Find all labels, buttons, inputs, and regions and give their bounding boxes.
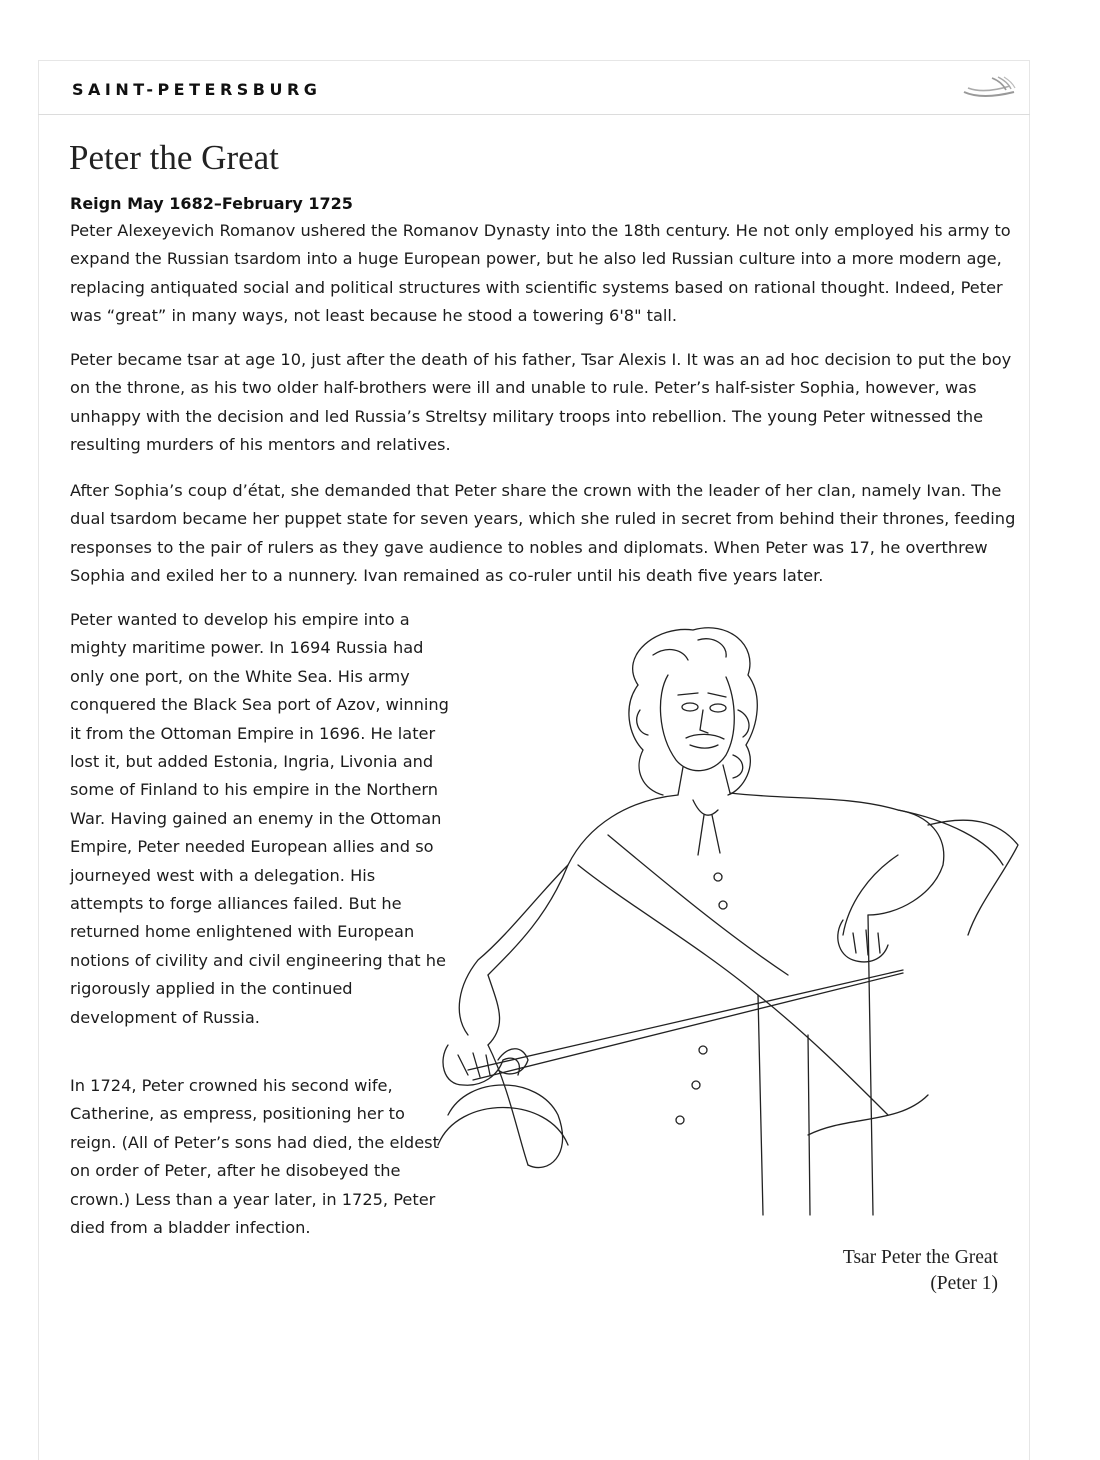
reign-heading: Reign May 1682–February 1725	[70, 194, 353, 213]
caption-line-1: Tsar Peter the Great	[842, 1247, 998, 1268]
paragraph-intro: Peter Alexeyevich Romanov ushered the Romanov Dynasty into the 18th century. He not only employed his army to expand the Russian tsardom into a huge European power, but he also led Russian culture into a more modern age, replacing antiquated social and political structures with scientific systems based on rational thought. Indeed, Peter was “great” in many ways, not least because he stood a towering 6'8" tall.	[70, 221, 1011, 326]
paragraph-maritime: Peter wanted to develop his empire into a mighty maritime power. In 1694 Russia had only one port, on the White Sea. His army conquered the Black Sea port of Azov, winning it from the Ottoman Empire in 1696. He later lost it, but added Estonia, Ingria, Livonia and some of Finland to his empire in the Northern War. Having gained an enemy in the Ottoman Empire, Peter needed European allies and so journeyed west with a delegation. His attempts to forge alliances failed. But he returned home enlightened with European notions of civility and civil engineering that he rigorously applied in the continued development of Russia.	[70, 610, 449, 1027]
paragraph-early-reign: Peter became tsar at age 10, just after the death of his father, Tsar Alexis I. It was an ad hoc decision to put the boy on the throne, as his two older half-brothers were ill and unable to rule. Peter’s half-sister Sophia, however, was unhappy with the decision and led Russia’s Streltsy military troops into rebellion. The young Peter witnessed the resulting murders of his mentors and relatives.	[70, 350, 1012, 455]
paragraph-sophia-coup: After Sophia’s coup d’état, she demanded that Peter share the crown with the leader of her clan, namely Ivan. The dual tsardom became her puppet state for seven years, which she ruled in secret from behind their thrones, feeding responses to the pair of rulers as they gave audience to nobles and diplomats. When Peter was 17, he overthrew Sophia and exiled her to a nunnery. Ivan remained as co-ruler until his death five years later.	[70, 481, 1016, 586]
page-title: Peter the Great	[69, 138, 279, 177]
paragraph-catherine: In 1724, Peter crowned his second wife, Catherine, as empress, positioning her to reign. (All of Peter’s sons had died, the eldest on order of Peter, after he disobeyed the crown.) Less than a year later, in 1725, Peter died from a bladder infection.	[70, 1076, 439, 1238]
caption-line-2: (Peter 1)	[930, 1273, 998, 1294]
ship-logo-icon	[962, 74, 1018, 102]
portrait-illustration	[428, 615, 1028, 1225]
section-label: SAINT-PETERSBURG	[72, 80, 322, 99]
figure-caption	[843, 1245, 998, 1297]
